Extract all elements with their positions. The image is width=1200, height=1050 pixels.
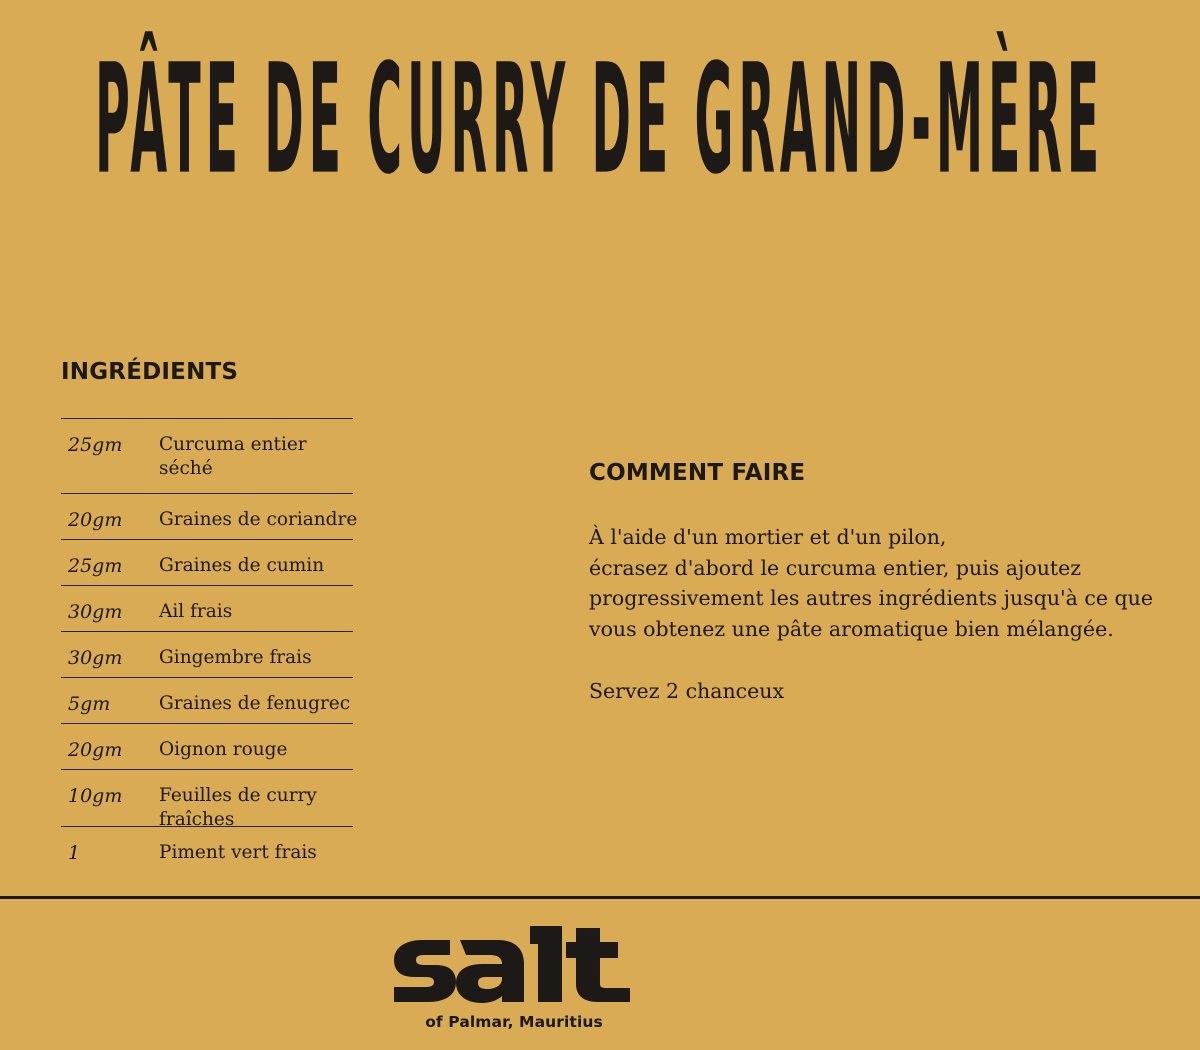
footer-divider xyxy=(0,896,1200,899)
ingredient-quantity: 20gm xyxy=(68,509,123,531)
ingredient-name: Graines de fenugrec xyxy=(159,693,351,714)
ingredient-row xyxy=(61,724,353,770)
ingredient-quantity: 30gm xyxy=(68,601,123,623)
ingredient-name: Curcuma entier séché xyxy=(159,434,307,479)
ingredient-quantity: 25gm xyxy=(68,434,123,456)
method-line: progressivement les autres ingrédients jusqu'à ce que xyxy=(589,586,1153,610)
ingredient-row xyxy=(61,678,353,724)
ingredient-quantity: 20gm xyxy=(68,739,123,761)
ingredient-row xyxy=(61,770,353,830)
ingredient-row xyxy=(61,827,353,872)
ingredient-row xyxy=(61,540,353,586)
ingredient-quantity: 5gm xyxy=(68,693,111,715)
ingredient-name: Graines de coriandre xyxy=(159,509,358,530)
ingredient-quantity: 30gm xyxy=(68,647,123,669)
method-line: À l'aide d'un mortier et d'un pilon, xyxy=(589,525,947,549)
ingredient-row xyxy=(61,586,353,632)
recipe-title: PÂTE DE CURRY DE GRAND-MÈRE xyxy=(95,30,1105,208)
servings-note: Servez 2 chanceux xyxy=(589,679,785,703)
ingredient-name: Ail frais xyxy=(159,601,233,622)
method-line: vous obtenez une pâte aromatique bien mélangée. xyxy=(589,616,1114,641)
ingredient-name: Feuilles de curry fraîches xyxy=(159,785,317,830)
method-line: écrasez d'abord le curcuma entier, puis ajoutez xyxy=(589,555,1082,580)
method-instructions xyxy=(589,522,1195,644)
ingredient-name: Gingembre frais xyxy=(159,647,312,668)
ingredient-name: Piment vert frais xyxy=(159,842,317,863)
ingredient-name: Oignon rouge xyxy=(159,739,288,760)
ingredient-quantity: 25gm xyxy=(68,555,123,577)
ingredients-heading: INGRÉDIENTS xyxy=(61,359,239,385)
ingredient-row xyxy=(61,419,353,494)
ingredient-quantity: 1 xyxy=(68,842,81,864)
ingredient-row xyxy=(61,632,353,678)
salt-logo xyxy=(390,922,638,1042)
ingredient-name: Graines de cumin xyxy=(159,555,325,576)
salt-logo-tagline: of Palmar, Mauritius xyxy=(425,1013,603,1031)
ingredient-row xyxy=(61,494,358,540)
ingredients-list xyxy=(61,418,358,872)
method-heading: COMMENT FAIRE xyxy=(589,460,806,486)
ingredient-quantity: 10gm xyxy=(68,785,123,807)
salt-logo-wordmark xyxy=(390,922,638,1006)
